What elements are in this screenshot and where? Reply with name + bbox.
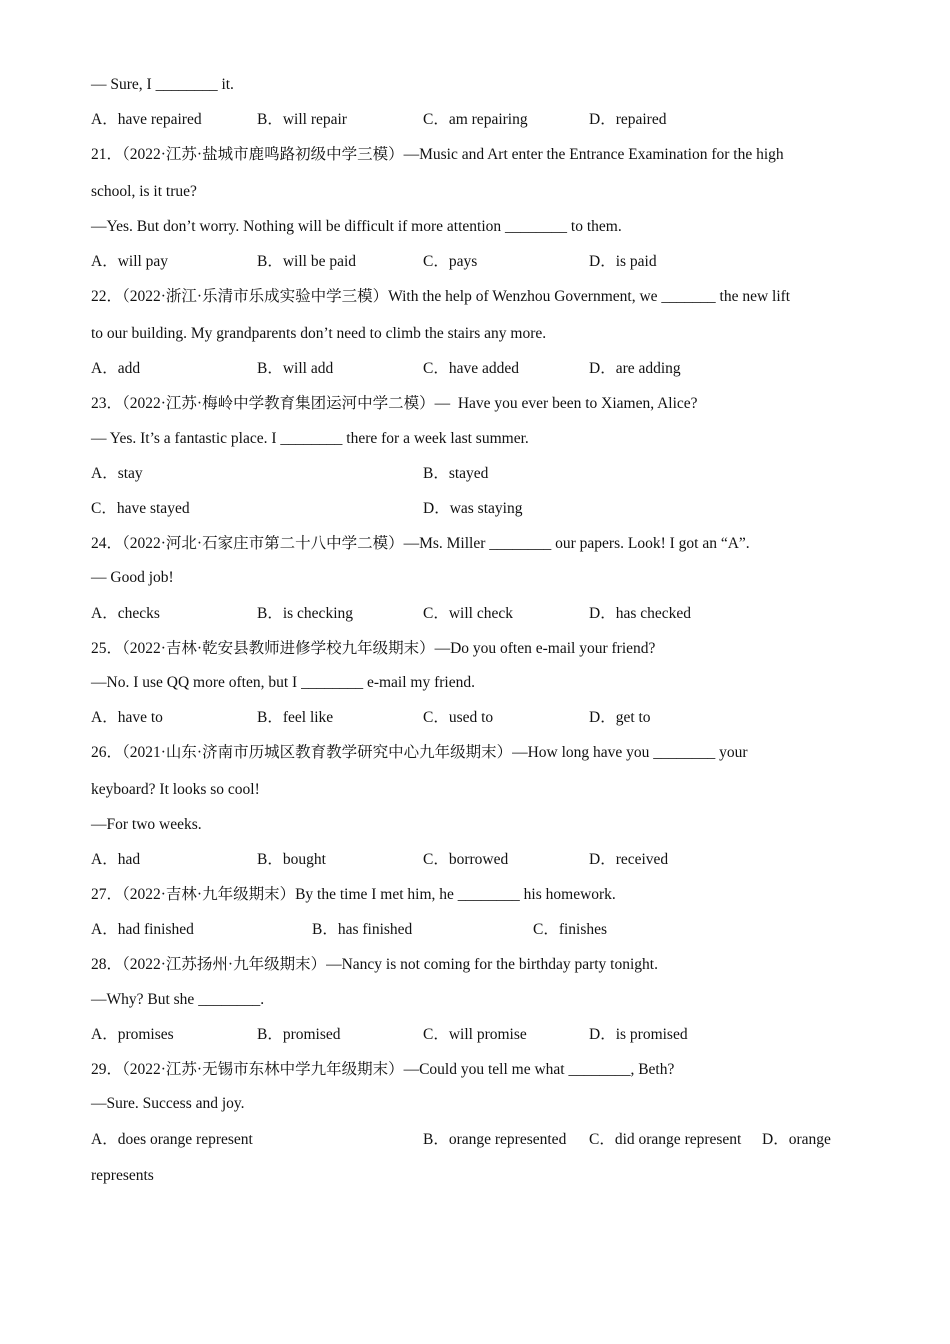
q22-option-a: A．add xyxy=(91,360,141,377)
q26-option-d: D．received xyxy=(589,851,669,868)
q29-stem: 29．（2022·江苏·无锡市东林中学九年级期末）—Could you tell me what ________, Beth? xyxy=(91,1061,675,1078)
q26-option-c: C．borrowed xyxy=(423,851,509,868)
q29-option-b: B．orange represented xyxy=(423,1131,567,1148)
q21-option-c: C．pays xyxy=(423,253,478,270)
q23-reply: — Yes. It’s a fantastic place. I ________ there for a week last summer. xyxy=(91,430,529,447)
q21-option-a: A．will pay xyxy=(91,253,169,270)
q25-option-d: D．get to xyxy=(589,709,651,726)
q23-option-b: B．stayed xyxy=(423,465,489,482)
q21-reply: —Yes. But don’t worry. Nothing will be difficult if more attention ________ to them. xyxy=(91,218,622,235)
q20-option-a: A．have repaired xyxy=(91,111,202,128)
q22-option-b: B．will add xyxy=(257,360,334,377)
q24-option-c: C．will check xyxy=(423,605,513,622)
q27-option-c: C．finishes xyxy=(533,921,608,938)
q26-stem: 26．（2021·山东·济南市历城区教育教学研究中心九年级期末）—How long have you ________ your xyxy=(91,744,748,761)
q24-stem: 24．（2022·河北·石家庄市第二十八中学二模）—Ms. Miller ________ our papers. Look! I got an “A”. xyxy=(91,535,750,552)
q28-stem: 28．（2022·江苏扬州·九年级期末）—Nancy is not coming for the birthday party tonight. xyxy=(91,956,658,973)
q24-option-d: D．has checked xyxy=(589,605,691,622)
q24-reply: — Good job! xyxy=(91,569,174,586)
q28-reply: —Why? But she ________. xyxy=(91,991,265,1008)
q26-reply: —For two weeks. xyxy=(91,816,202,833)
q22-stem: 22．（2022·浙江·乐清市乐成实验中学三模）With the help of Wenzhou Government, we _______ the new lift xyxy=(91,288,791,305)
q27-stem: 27．（2022·吉林·九年级期末）By the time I met him, he ________ his homework. xyxy=(91,886,616,903)
q25-option-b: B．feel like xyxy=(257,709,334,726)
q27-option-a: A．had finished xyxy=(91,921,194,938)
q28-option-c: C．will promise xyxy=(423,1026,527,1043)
q29-option-a: A．does orange represent xyxy=(91,1131,253,1148)
q29-reply: —Sure. Success and joy. xyxy=(91,1095,245,1112)
q20-reply: — Sure, I ________ it. xyxy=(91,76,234,93)
q20-option-b: B．will repair xyxy=(257,111,347,128)
q21-stem: 21．（2022·江苏·盐城市鹿鸣路初级中学三模）—Music and Art enter the Entrance Examination for the high xyxy=(91,146,784,163)
q22-option-c: C．have added xyxy=(423,360,519,377)
q20-option-c: C．am repairing xyxy=(423,111,528,128)
q27-option-b: B．has finished xyxy=(312,921,413,938)
q29-option-d-cont: represents xyxy=(91,1167,154,1184)
q24-option-b: B．is checking xyxy=(257,605,353,622)
q21-option-b: B．will be paid xyxy=(257,253,357,270)
q25-option-c: C．used to xyxy=(423,709,494,726)
q25-option-a: A．have to xyxy=(91,709,163,726)
q28-option-b: B．promised xyxy=(257,1026,341,1043)
q28-option-d: D．is promised xyxy=(589,1026,688,1043)
q29-option-d: D．orange xyxy=(762,1131,831,1148)
q25-reply: —No. I use QQ more often, but I ________ e-mail my friend. xyxy=(91,674,475,691)
q28-option-a: A．promises xyxy=(91,1026,174,1043)
q23-option-a: A．stay xyxy=(91,465,143,482)
q23-stem: 23．（2022·江苏·梅岭中学教育集团运河中学二模）— Have you ever been to Xiamen, Alice? xyxy=(91,395,698,412)
q23-option-d: D．was staying xyxy=(423,500,523,517)
q21-option-d: D．is paid xyxy=(589,253,657,270)
q22-option-d: D．are adding xyxy=(589,360,681,377)
q23-option-c: C．have stayed xyxy=(91,500,190,517)
q26-stem-cont: keyboard? It looks so cool! xyxy=(91,781,260,798)
q22-stem-cont: to our building. My grandparents don’t need to climb the stairs any more. xyxy=(91,325,547,342)
q25-stem: 25．（2022·吉林·乾安县教师进修学校九年级期末）—Do you often e-mail your friend? xyxy=(91,640,656,657)
q29-option-c: C．did orange represent xyxy=(589,1131,742,1148)
q24-option-a: A．checks xyxy=(91,605,160,622)
q26-option-a: A．had xyxy=(91,851,141,868)
q20-option-d: D．repaired xyxy=(589,111,667,128)
q21-stem-cont: school, is it true? xyxy=(91,183,197,200)
q26-option-b: B．bought xyxy=(257,851,326,868)
